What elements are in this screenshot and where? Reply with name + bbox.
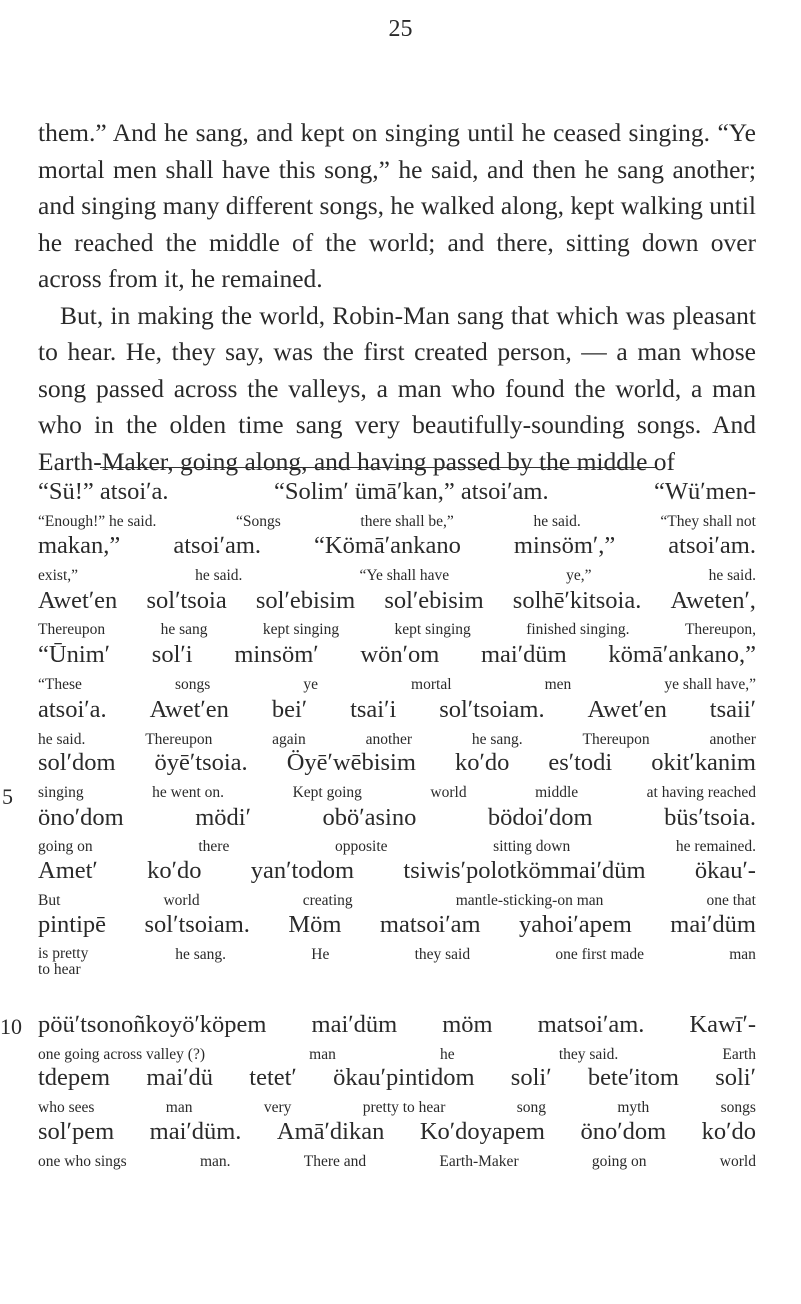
native-line: [38, 857, 756, 887]
gloss-line: [38, 784, 756, 804]
gloss-word: Thereupon: [145, 731, 213, 748]
native-word: solʹtsoiam.: [439, 696, 545, 723]
gloss-word: Thereupon: [582, 731, 650, 748]
native-word: matsoiʹam.: [537, 1011, 645, 1038]
gloss-word: There and: [303, 1153, 367, 1170]
gloss-word: world: [719, 1153, 756, 1170]
native-word: solʹtsoiam.: [144, 911, 250, 938]
gloss-word: they said.: [558, 1046, 619, 1063]
native-word: pöüʹtsonoñkoyöʹköpem: [38, 1011, 267, 1038]
native-word: esʹtodi: [548, 749, 613, 776]
gloss-line: [38, 1153, 756, 1173]
gloss-word: man: [309, 1046, 336, 1063]
gloss-word: Earth: [722, 1046, 756, 1063]
native-word: Awetenʹ,: [670, 587, 756, 614]
native-word: solʹebisim: [384, 587, 484, 614]
gloss-word: one going across valley (?): [38, 1046, 205, 1063]
gloss-word: myth: [617, 1099, 650, 1116]
gloss-line: [38, 1046, 756, 1066]
native-word: koʹdo: [147, 857, 202, 884]
native-word: tsiwisʹpolotkömmaiʹdüm: [403, 857, 646, 884]
gloss-line: [38, 567, 756, 587]
gloss-word: singing: [38, 784, 84, 801]
line-number-10: 10: [0, 1014, 22, 1039]
native-word: solʹi: [151, 641, 193, 668]
native-word: Awetʹen: [149, 696, 229, 723]
gloss-word: he sang.: [175, 946, 227, 963]
gloss-word: he remained.: [675, 838, 756, 855]
gloss-word: he said.: [708, 567, 756, 584]
gloss-word: Thereupon: [38, 621, 106, 638]
gloss-line: [38, 1099, 756, 1119]
gloss-word: mortal: [411, 676, 452, 693]
gloss-word: they said: [414, 946, 471, 963]
native-word: kömāʹankano,”: [608, 641, 756, 668]
native-word: büsʹtsoia.: [664, 804, 756, 831]
gloss-word: he said.: [533, 513, 581, 530]
native-word: mödiʹ: [195, 804, 251, 831]
native-word: Ametʹ: [38, 857, 98, 884]
native-word: Awetʹen: [587, 696, 667, 723]
native-word: soliʹ: [510, 1064, 552, 1091]
gloss-word: very: [263, 1099, 292, 1116]
native-word: matsoiʹam: [379, 911, 481, 938]
gloss-word: ye,”: [566, 567, 592, 584]
native-word: solʹpem: [38, 1118, 115, 1145]
native-word: okitʹkanim: [651, 749, 756, 776]
gloss-word: finished singing.: [526, 621, 630, 638]
native-word: “Wüʹmen-: [654, 478, 756, 505]
gloss-word: men: [544, 676, 572, 693]
native-line: [38, 587, 756, 617]
gloss-word: exist,”: [38, 567, 79, 584]
gloss-word: Kept going: [292, 784, 362, 801]
gloss-word: another: [365, 731, 413, 748]
gloss-word: ye shall have,”: [664, 676, 756, 693]
gloss-word: “These: [38, 676, 82, 693]
gloss-word: pretty to hear: [362, 1099, 446, 1116]
gloss-word: creating: [302, 892, 353, 909]
native-word: koʹdo: [701, 1118, 756, 1145]
native-word: ökauʹ-: [694, 857, 756, 884]
gloss-word: man.: [199, 1153, 231, 1170]
gloss-word: he: [440, 1046, 455, 1063]
page-number: 25: [388, 16, 413, 42]
gloss-line: [38, 892, 756, 912]
gloss-word: He: [311, 946, 330, 963]
gloss-word: song: [516, 1099, 547, 1116]
gloss-word: he sang: [160, 621, 208, 638]
native-word: “Sü!” atsoiʹa.: [38, 478, 169, 505]
gloss-word: “They shall not: [660, 513, 756, 530]
native-line: [38, 1064, 756, 1094]
gloss-line: [38, 731, 756, 751]
gloss-word: he said.: [195, 567, 243, 584]
gloss-word: one first made: [555, 946, 645, 963]
native-word: solʹtsoia: [146, 587, 227, 614]
prose-paragraph: them.” And he sang, and kept on singing until he ceased singing. “Ye mortal men shall have this song,” he said, and then he sang another; and singing many different songs, he walked along, kept walking until he reached the middle of the world; and there, sitting down over across from it, he remained.: [38, 118, 756, 293]
gloss-word: is pretty to hear: [38, 945, 89, 978]
native-word: atsoiʹa.: [38, 696, 107, 723]
gloss-line: [38, 838, 756, 858]
gloss-word: world: [163, 892, 200, 909]
gloss-line: [38, 946, 756, 982]
native-line: [38, 641, 756, 671]
native-word: öyēʹtsoia.: [154, 749, 248, 776]
gloss-line: [38, 676, 756, 696]
native-word: wönʹom: [360, 641, 440, 668]
native-word: “Kömāʹankano: [314, 532, 461, 559]
native-word: tsaiiʹ: [709, 696, 756, 723]
gloss-word: he said.: [38, 731, 86, 748]
gloss-word: Thereupon,: [684, 621, 756, 638]
line-number-5: 5: [2, 784, 13, 809]
native-word: maiʹdü: [146, 1064, 213, 1091]
gloss-word: kept singing: [262, 621, 340, 638]
native-word: tetetʹ: [249, 1064, 297, 1091]
gloss-word: there shall be,”: [360, 513, 454, 530]
gloss-word: world: [430, 784, 467, 801]
prose-paragraph: But, in making the world, Robin-Man sang that which was pleasant to hear. He, they say, was the first created person, — a man whose song passed across the valleys, a man who found the world, a man who in the olden time sang very beautifully-sounding songs. And Earth-Maker, going along, and having passed by the middle of: [38, 300, 756, 476]
native-word: beiʹ: [271, 696, 308, 723]
native-word: möm: [442, 1011, 493, 1038]
native-word: minsömʹ: [234, 641, 319, 668]
native-word: bödoiʹdom: [487, 804, 593, 831]
native-word: önoʹdom: [38, 804, 124, 831]
native-word: maiʹdüm: [311, 1011, 398, 1038]
native-word: soliʹ: [715, 1064, 756, 1091]
gloss-word: kept singing: [394, 621, 471, 638]
gloss-word: ye: [303, 676, 318, 693]
gloss-word: man: [729, 946, 756, 963]
native-word: koʹdo: [454, 749, 510, 776]
native-line: [38, 1118, 756, 1148]
native-word: Awetʹen: [38, 587, 118, 614]
native-word: önoʹdom: [580, 1118, 667, 1145]
native-word: maiʹdüm.: [149, 1118, 242, 1145]
native-word: solʹdom: [38, 749, 116, 776]
native-word: oböʹasino: [322, 804, 417, 831]
native-word: minsömʹ,”: [513, 532, 616, 559]
native-line: [38, 911, 756, 941]
gloss-word: “Ye shall have: [359, 567, 450, 584]
gloss-word: But: [38, 892, 61, 909]
native-line: [38, 749, 756, 779]
gloss-word: going on: [38, 838, 93, 855]
gloss-word: sitting down: [493, 838, 571, 855]
native-word: atsoiʹam.: [173, 532, 262, 559]
gloss-word: man: [165, 1099, 193, 1116]
prose-section: [38, 115, 756, 480]
native-word: makan,”: [38, 532, 121, 559]
gloss-line: [38, 513, 756, 533]
native-word: maiʹdüm: [481, 641, 567, 668]
native-word: tdepem: [38, 1064, 111, 1091]
native-word: beteʹitom: [587, 1064, 679, 1091]
native-word: tsaiʹi: [350, 696, 397, 723]
gloss-word: one that: [706, 892, 756, 909]
native-line: [38, 532, 756, 562]
native-word: Amāʹdikan: [276, 1118, 385, 1145]
gloss-word: songs: [174, 676, 211, 693]
gloss-word: there: [198, 838, 230, 855]
native-word: pintipē: [38, 911, 107, 938]
native-word: “Solimʹ ümāʹkan,” atsoiʹam.: [273, 478, 549, 505]
gloss-word: mantle-sticking-on man: [455, 892, 604, 909]
gloss-word: at having reached: [646, 784, 756, 801]
native-word: ökauʹpintidom: [333, 1064, 475, 1091]
native-line: [38, 1011, 756, 1041]
gloss-word: one who sings: [38, 1153, 127, 1170]
native-word: solʹebisim: [255, 587, 356, 614]
native-line: [38, 478, 756, 508]
native-word: atsoiʹam.: [668, 532, 756, 559]
gloss-word: again: [272, 731, 306, 748]
native-word: Koʹdoyapem: [419, 1118, 545, 1145]
gloss-word: “Songs: [236, 513, 281, 530]
gloss-word: another: [709, 731, 756, 748]
gloss-word: “Enough!” he said.: [38, 513, 157, 530]
gloss-word: who sees: [38, 1099, 95, 1116]
gloss-word: Earth-Maker: [439, 1153, 519, 1170]
gloss-word: songs: [720, 1099, 756, 1116]
native-word: yanʹtodom: [250, 857, 355, 884]
gloss-line: [38, 621, 756, 641]
native-word: yahoiʹapem: [518, 911, 632, 938]
gloss-word: going on: [591, 1153, 647, 1170]
native-word: Kawīʹ-: [689, 1011, 756, 1038]
native-line: [38, 804, 756, 834]
gloss-word: he went on.: [152, 784, 225, 801]
native-word: Möm: [288, 911, 342, 938]
native-word: “Ūnimʹ: [38, 641, 111, 668]
section-divider: [100, 467, 656, 468]
native-word: maiʹdüm: [670, 911, 756, 938]
native-word: solhēʹkitsoia.: [512, 587, 642, 614]
gloss-word: middle: [535, 784, 579, 801]
gloss-word: opposite: [334, 838, 388, 855]
native-line: [38, 696, 756, 726]
native-word: Öyēʹwēbisim: [286, 749, 416, 776]
gloss-word: he sang.: [471, 731, 523, 748]
